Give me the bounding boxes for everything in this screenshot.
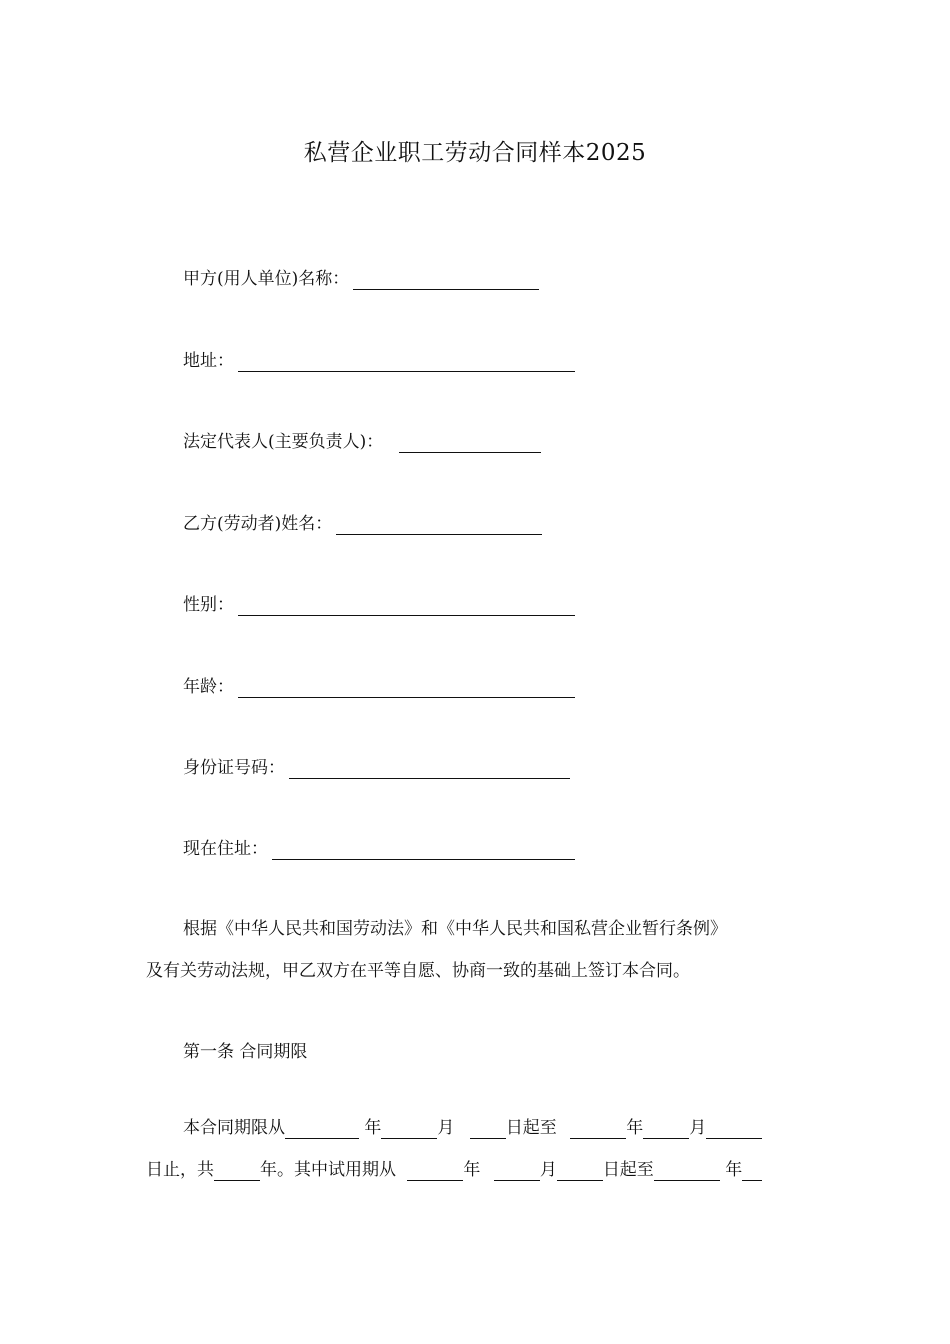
probation-end-month-blank[interactable] — [742, 1163, 762, 1181]
age-label: 年龄： — [183, 677, 234, 697]
probation-year-text: 年 — [463, 1160, 486, 1180]
term-start-day-blank[interactable] — [470, 1121, 506, 1139]
current-address-blank[interactable] — [272, 841, 575, 860]
id-number-field — [183, 757, 570, 779]
article-1-line-1 — [183, 1117, 762, 1139]
probation-start-year-blank[interactable] — [407, 1163, 463, 1181]
term-from-text: 本合同期限从 — [183, 1118, 285, 1138]
party-b-name-field — [183, 513, 542, 535]
preamble-line-1: 根据《中华人民共和国劳动法》和《中华人民共和国私营企业暂行条例》 — [183, 919, 727, 939]
current-address-label: 现在住址： — [183, 839, 268, 859]
gender-label: 性别： — [183, 595, 234, 615]
legal-representative-label: 法定代表人(主要负责人)： — [183, 432, 384, 452]
preamble-line-2: 及有关劳动法规，甲乙双方在平等自愿、协商一致的基础上签订本合同。 — [146, 961, 690, 981]
term-year-text: 年 — [359, 1118, 382, 1138]
term-month-text: 月 — [437, 1118, 460, 1138]
probation-day-text: 日起至 — [602, 1160, 654, 1180]
id-number-blank[interactable] — [289, 760, 570, 779]
age-field — [183, 676, 575, 698]
term-end-year-blank[interactable] — [570, 1121, 626, 1139]
legal-representative-field — [183, 431, 541, 453]
address-label: 地址： — [183, 351, 234, 371]
probation-start-month-blank[interactable] — [494, 1163, 540, 1181]
gender-field — [183, 594, 575, 616]
probation-end-year-text: 年 — [719, 1160, 743, 1180]
probation-end-year-blank[interactable] — [654, 1163, 720, 1181]
id-number-label: 身份证号码： — [183, 758, 285, 778]
article-1-line-2 — [146, 1159, 762, 1181]
term-end-day-blank[interactable] — [706, 1121, 762, 1139]
term-end-month-text: 月 — [689, 1118, 707, 1138]
party-a-name-field — [183, 268, 539, 290]
article-1-heading: 第一条 合同期限 — [183, 1042, 308, 1062]
current-address-field — [183, 838, 575, 860]
term-day-text: 日起至 — [505, 1118, 563, 1138]
term-start-month-blank[interactable] — [381, 1121, 437, 1139]
party-b-name-blank[interactable] — [336, 516, 542, 535]
term-end-year-text: 年 — [626, 1118, 644, 1138]
term-total-years-blank[interactable] — [214, 1163, 260, 1181]
term-end-text: 日止，共 — [146, 1160, 214, 1180]
gender-blank[interactable] — [238, 597, 575, 616]
party-a-name-label: 甲方(用人单位)名称： — [183, 269, 350, 289]
probation-from-text: 年。其中试用期从 — [260, 1160, 402, 1180]
document-title: 私营企业职工劳动合同样本2025 — [303, 140, 647, 166]
address-blank[interactable] — [238, 353, 575, 372]
party-a-name-blank[interactable] — [353, 271, 539, 290]
term-start-year-blank[interactable] — [285, 1121, 359, 1139]
probation-month-text: 月 — [539, 1160, 557, 1180]
legal-representative-blank[interactable] — [399, 434, 541, 453]
age-blank[interactable] — [238, 679, 575, 698]
address-field — [183, 350, 575, 372]
probation-start-day-blank[interactable] — [557, 1163, 603, 1181]
term-end-month-blank[interactable] — [643, 1121, 689, 1139]
party-b-name-label: 乙方(劳动者)姓名： — [183, 514, 333, 534]
